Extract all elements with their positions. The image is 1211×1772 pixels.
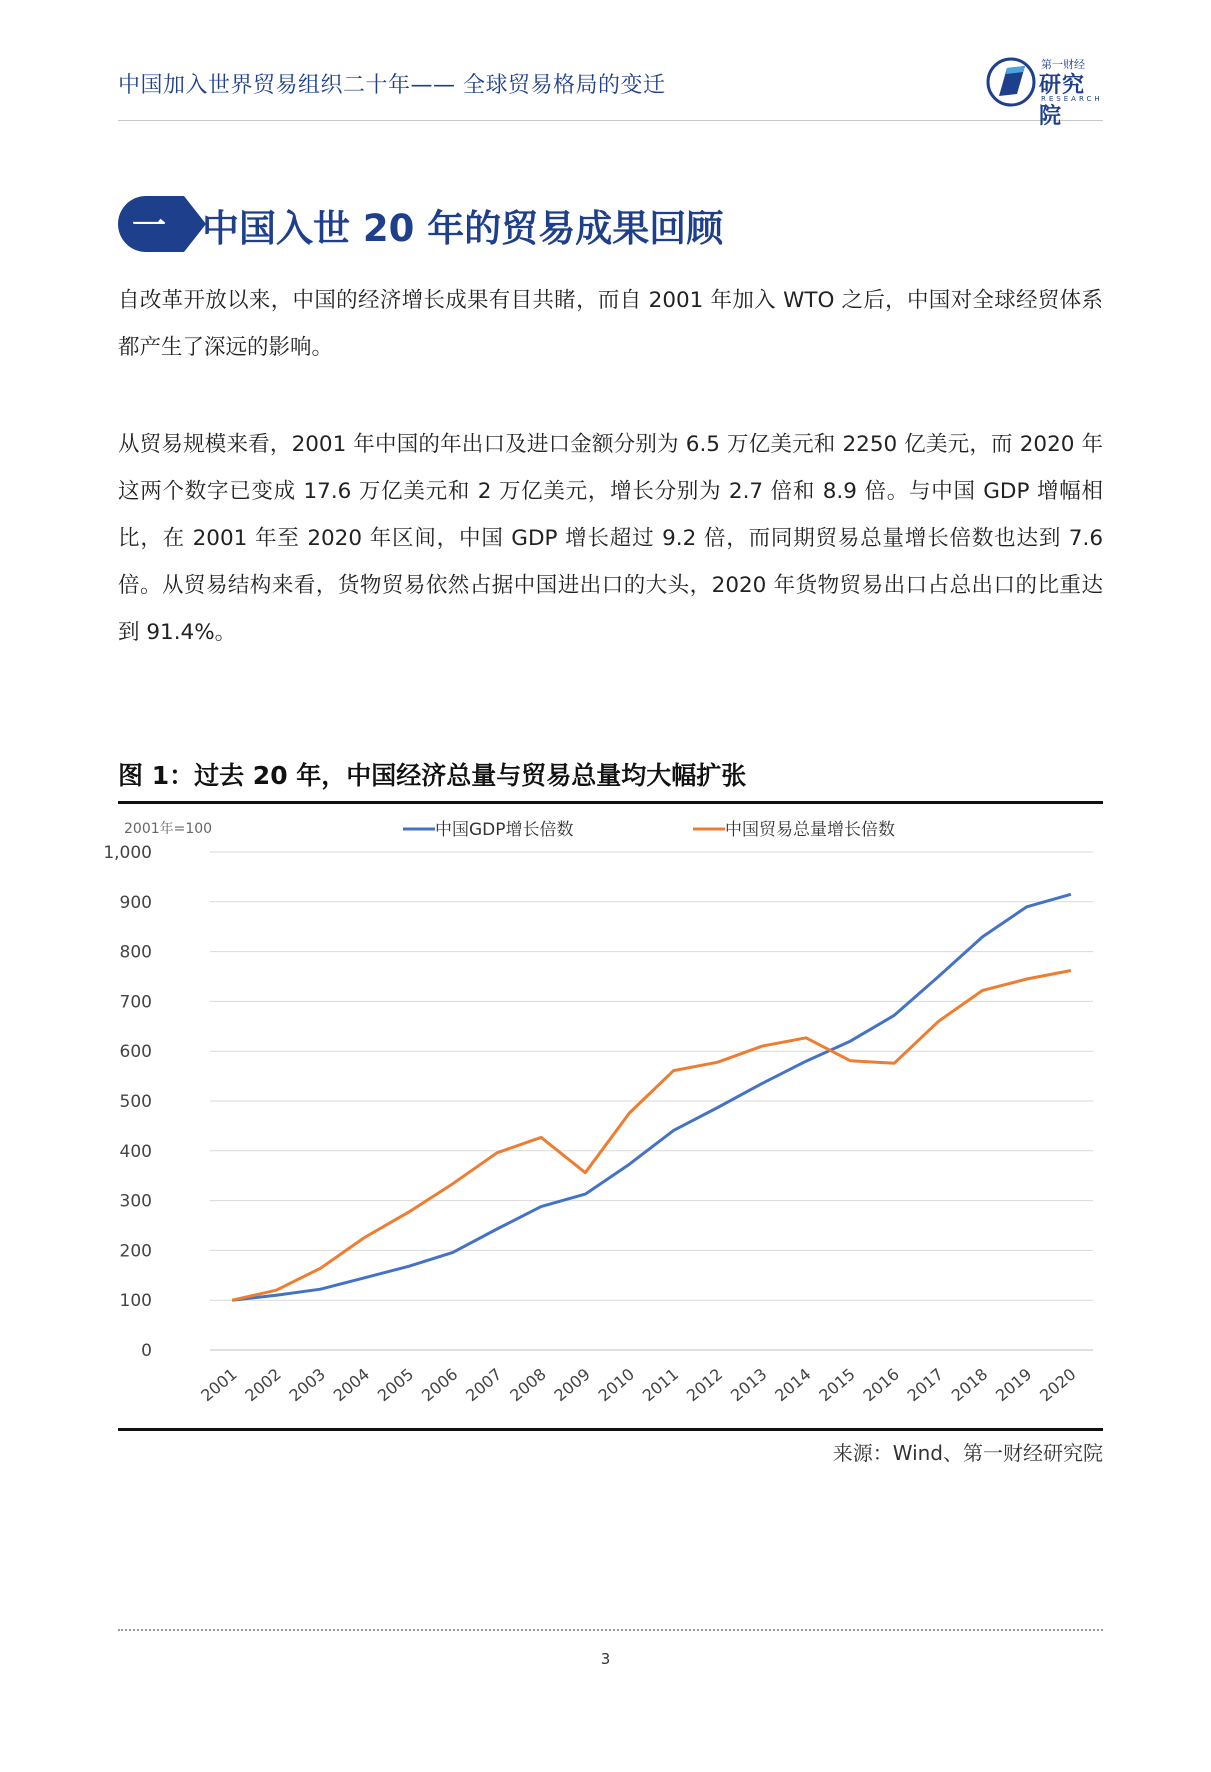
y-tick-label: 800 (119, 942, 152, 963)
x-tick-label: 2001 (197, 1364, 241, 1406)
chart-legend (403, 820, 895, 840)
x-tick-label: 2020 (1036, 1364, 1080, 1406)
line-chart (103, 805, 1103, 1425)
legend-label-0: 中国GDP增长倍数 (435, 820, 574, 840)
page-number: 3 (600, 1650, 611, 1668)
y-tick-labels (103, 843, 152, 1361)
x-tick-label: 2008 (506, 1364, 550, 1406)
y-tick-label: 600 (119, 1042, 152, 1063)
series-line-0 (232, 894, 1071, 1300)
y-tick-label: 200 (119, 1241, 152, 1262)
footer-rule (118, 1629, 1103, 1631)
y-tick-label: 400 (119, 1141, 152, 1162)
y-tick-label: 900 (119, 892, 152, 913)
x-tick-label: 2019 (991, 1364, 1036, 1406)
figure-source: 来源：Wind、第一财经研究院 (832, 1441, 1103, 1465)
figure-title: 图 1：过去 20 年，中国经济总量与贸易总量均大幅扩张 (118, 761, 747, 790)
x-tick-label: 2016 (859, 1364, 903, 1406)
legend-label-1: 中国贸易总量增长倍数 (725, 820, 895, 840)
logo (983, 54, 1103, 129)
x-tick-label: 2009 (550, 1364, 594, 1406)
y-tick-label: 0 (141, 1341, 152, 1361)
logo-sub-text: RESEARCH (1041, 95, 1103, 103)
x-tick-label: 2010 (594, 1364, 638, 1406)
unit-label: 2001年=100 (124, 821, 213, 837)
x-tick-label: 2015 (815, 1364, 859, 1406)
x-tick-label: 2004 (329, 1364, 374, 1406)
page-header (118, 58, 1103, 129)
x-tick-label: 2018 (947, 1364, 992, 1406)
figure-bottom-rule (118, 1428, 1103, 1431)
header-title: 中国加入世界贸易组织二十年—— 全球贸易格局的变迁 (118, 73, 666, 98)
section-title: 中国入世 20 年的贸易成果回顾 (202, 207, 724, 250)
x-tick-label: 2006 (417, 1364, 462, 1406)
y-tick-label: 700 (119, 992, 152, 1013)
y-tick-label: 100 (119, 1291, 152, 1312)
logo-top-text: 第一财经 (1041, 58, 1085, 71)
series-lines (232, 894, 1071, 1300)
y-tick-label: 300 (119, 1191, 152, 1212)
x-tick-label: 2013 (727, 1364, 771, 1406)
x-tick-label: 2007 (462, 1364, 506, 1406)
paragraph-2: 从贸易规模来看，2001 年中国的年出口及进口金额分别为 6.5 万亿美元和 2250 亿美元，而 2020 年这两个数字已变成 17.6 万亿美元和 2 万亿美元，增长分别为 2.7 倍和 8.9 倍。与中国 GDP 增幅相比，在 2001 年至 2020 年区间，中国 GDP 增长超过 9.2 倍，而同期贸易总量增长倍数也达到 7.6 倍。从贸易结构来看，货物贸易依然占据中国进出口的大头，2020 年货物贸易出口占总出口的比重达到 91.4%。 (118, 432, 1103, 645)
section-number: 一 (132, 206, 166, 246)
x-tick-label: 2002 (241, 1364, 285, 1406)
x-tick-label: 2011 (638, 1364, 683, 1406)
section-badge (118, 196, 184, 252)
x-tick-label: 2005 (373, 1364, 418, 1406)
x-tick-labels (197, 1365, 1079, 1406)
figure-top-rule (118, 801, 1103, 804)
x-tick-label: 2003 (285, 1364, 329, 1406)
x-tick-label: 2012 (682, 1364, 727, 1406)
logo-mark-icon (985, 56, 1037, 108)
chart-grid (210, 852, 1093, 1350)
y-tick-label: 500 (119, 1092, 152, 1112)
logo-main-text: 研究院 (1039, 73, 1086, 129)
x-tick-label: 2017 (903, 1364, 948, 1406)
paragraph-1: 自改革开放以来，中国的经济增长成果有目共睹，而自 2001 年加入 WTO 之后，中国对全球经贸体系都产生了深远的影响。 (118, 288, 1103, 360)
y-tick-label: 1,000 (103, 843, 152, 863)
x-tick-label: 2014 (771, 1364, 815, 1406)
